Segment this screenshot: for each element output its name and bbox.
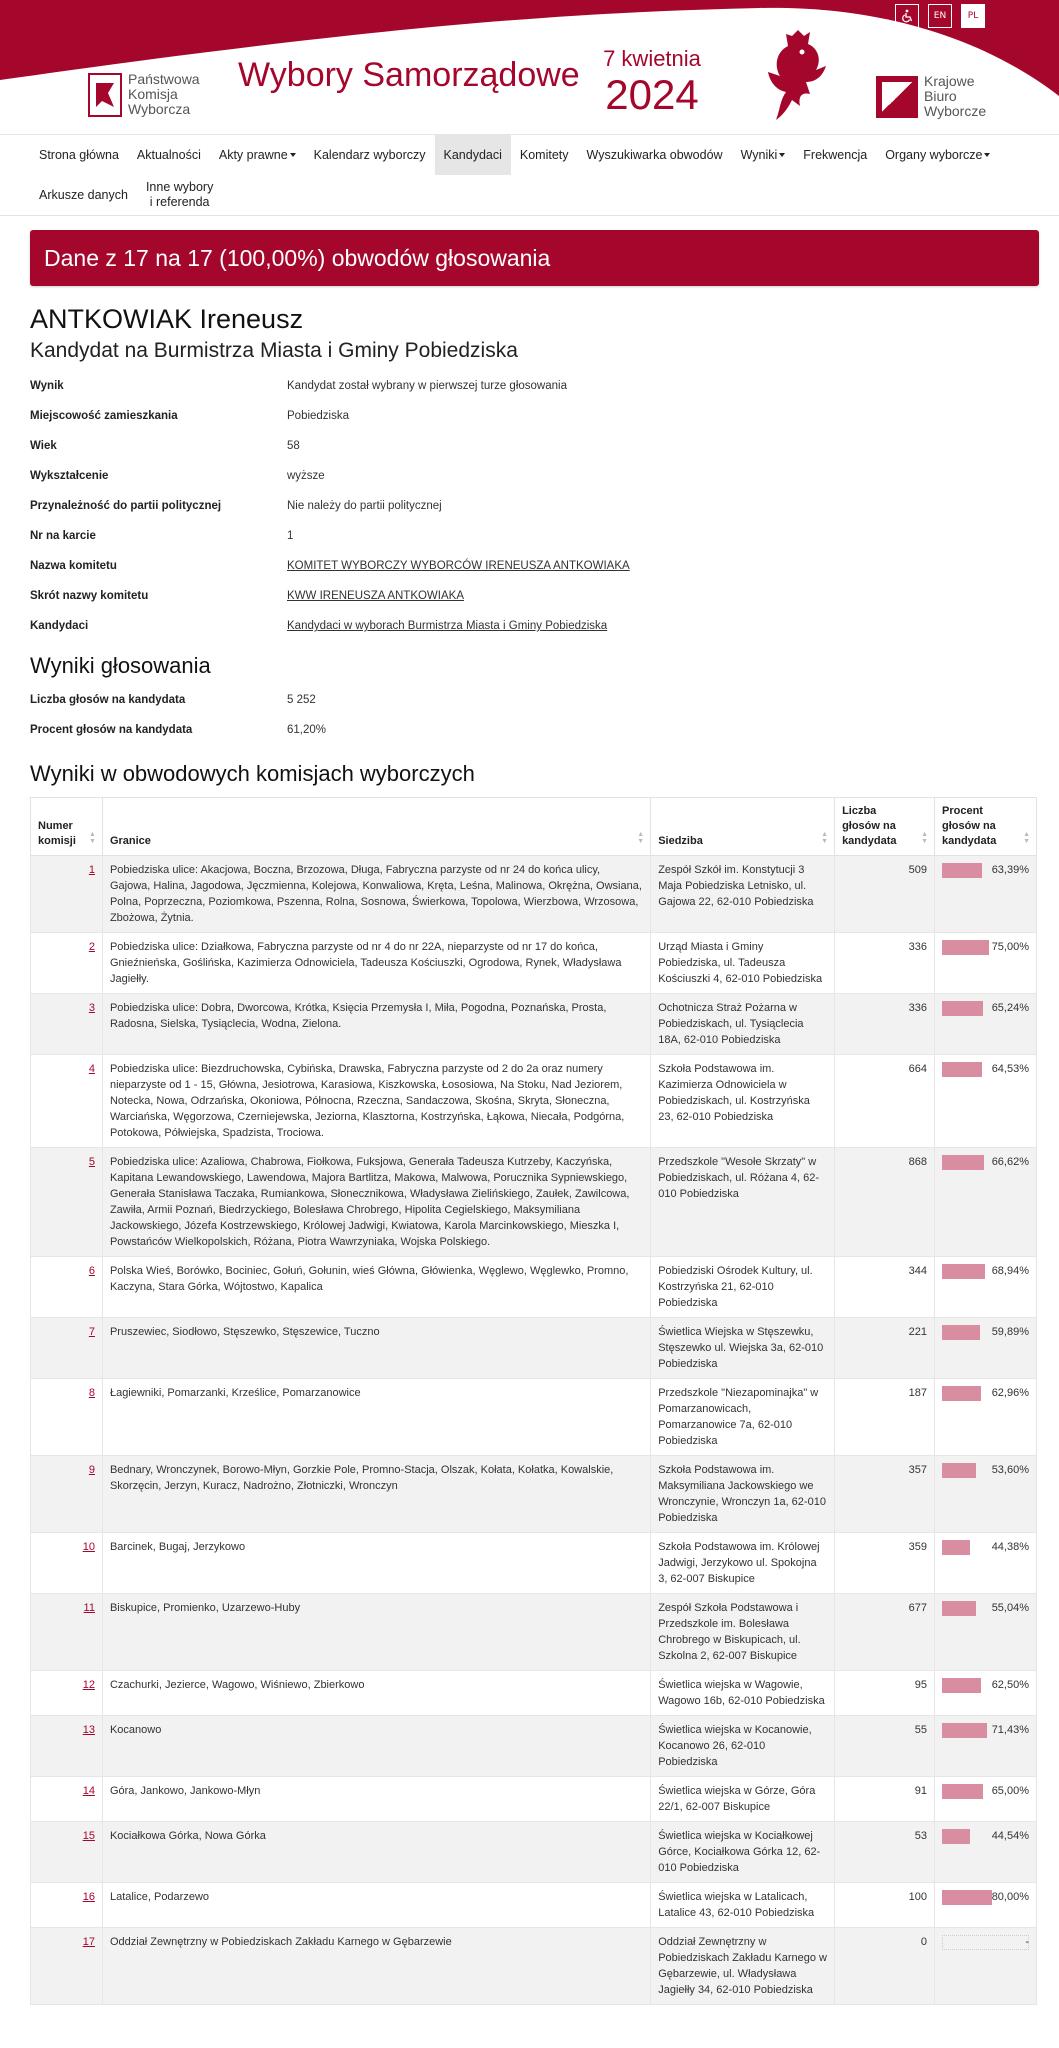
commissions-table-body: [31, 856, 1037, 2005]
table-row: [31, 856, 1037, 933]
table-row: [31, 1055, 1037, 1148]
col-header-percent[interactable]: Procent głosów na kandydata ▲ ▼: [935, 798, 1037, 856]
commission-number-link[interactable]: 1: [88, 864, 95, 876]
detail-row: [30, 431, 1039, 461]
detail-label: Wykształcenie: [30, 470, 109, 482]
commission-number-cell: [31, 1533, 103, 1594]
commission-bounds-cell: Pobiedziska ulice: Dobra, Dworcowa, Krótka, Księcia Przemysła I, Miła, Pogodna, Poznańska, Prosta, Radosna, Sielska, Tysiąclecia, Wodna, Zielona.: [102, 994, 650, 1055]
percent-value: 63,39%: [991, 864, 1029, 876]
table-row: [31, 1928, 1037, 2005]
commission-number-link[interactable]: 8: [88, 1387, 95, 1399]
commission-number-cell: [31, 1928, 103, 2005]
commission-bounds-cell: Góra, Jankowo, Jankowo-Młyn: [102, 1777, 650, 1822]
commission-votes-cell: 357: [835, 1456, 935, 1533]
nav-wyniki[interactable]: [732, 135, 795, 175]
detail-row: [30, 491, 1039, 521]
percent-value: 65,24%: [991, 1002, 1029, 1014]
commission-number-link[interactable]: 15: [82, 1830, 95, 1842]
candidate-name: ANTKOWIAK Ireneusz: [30, 304, 304, 334]
commission-number-link[interactable]: 6: [88, 1265, 95, 1277]
commission-number-cell: [31, 1594, 103, 1671]
commission-votes-cell: 0: [835, 1928, 935, 2005]
commission-votes-cell: 509: [835, 856, 935, 933]
nav-komitety[interactable]: Komitety: [519, 148, 569, 162]
commission-votes-cell: 336: [835, 933, 935, 994]
pkw-logo[interactable]: [88, 72, 200, 117]
voting-results-heading: Wyniki głosowania: [30, 653, 211, 678]
commission-bounds-cell: Latalice, Podarzewo: [102, 1883, 650, 1928]
nav-akty-prawne-label: Akty prawne: [218, 148, 288, 162]
commission-seat-cell: Przedszkole "Wesołe Skrzaty" w Pobiedziskach, ul. Różana 4, 62-010 Pobiedziska: [651, 1148, 835, 1257]
detail-value: Pobiedziska: [287, 410, 350, 422]
detail-label: Nazwa komitetu: [30, 560, 117, 572]
commissions-table: [30, 797, 1037, 2005]
committee-name-link[interactable]: KOMITET WYBORCZY WYBORCÓW IRENEUSZA ANTKOWIAKA: [287, 560, 630, 572]
percent-value: 59,89%: [991, 1326, 1029, 1338]
pkw-logo-line2: Komisja: [128, 86, 178, 102]
main-content: [0, 230, 1059, 2005]
percent-value: 65,00%: [991, 1785, 1029, 1797]
percent-value: 80,00%: [991, 1891, 1029, 1903]
commission-seat-cell: Szkoła Podstawowa im. Maksymiliana Jackowskiego we Wronczynie, Wronczyn 1a, 62-010 Pobiedziska: [651, 1456, 835, 1533]
commission-seat-cell: Świetlica wiejska w Kocanowie, Kocanowo 26, 62-010 Pobiedziska: [651, 1716, 835, 1777]
commission-bounds-cell: Pobiedziska ulice: Azaliowa, Chabrowa, Fiołkowa, Fuksjowa, Generała Tadeusza Kutrzeby, Kaczyńska, Kapitana Lewandowskiego, Lawendowa, Majora Bartlitza, Makowa, Malwowa, Porucznika Sypniewskiego, Generała Stanisława Taczaka, Rumiankowa, Słonecznikowa, Władysława Zielińskiego, Zaułek, Zawilcowa, Zawiła, Armii Poznań, Biedrzyckiego, Bolesława Chrobrego, Hipolita Cegielskiego, Maksymiliana Jackowskiego, Józefa Kostrzewskiego, Królowej Jadwigi, Kwiatowa, Karola Marcinkowskiego, Mieszka I, Powstańców Wielkopolskich, Różana, Piotra Wawrzyniaka, Wojska Polskiego.: [102, 1148, 650, 1257]
nav-arkusze[interactable]: Arkusze danych: [39, 188, 128, 202]
detail-row: [30, 521, 1039, 551]
detail-value: 58: [287, 440, 300, 452]
commission-bounds-cell: Pobiedziska ulice: Akacjowa, Boczna, Brzozowa, Długa, Fabryczna parzyste od nr 24 do końca ulicy, Gajowa, Halina, Jagodowa, Jęczmienna, Kolejowa, Konwaliowa, Kręta, Leśna, Malinowa, Okrężna, Owsiana, Polna, Poprzeczna, Poziomkowa, Pszenna, Rolna, Sosnowa, Świerkowa, Topolowa, Wierzbowa, Wrzosowa, Zbożowa, Żytnia.: [102, 856, 650, 933]
commission-seat-cell: Zespół Szkół im. Konstytucji 3 Maja Pobiedziska Letnisko, ul. Gajowa 22, 62-010 Pobiedziska: [651, 856, 835, 933]
caret-down-icon: [984, 153, 990, 157]
commission-percent-cell: [935, 1148, 1037, 1257]
commission-votes-cell: 664: [835, 1055, 935, 1148]
commission-bounds-cell: Czachurki, Jezierce, Wagowo, Wiśniewo, Zbierkowo: [102, 1671, 650, 1716]
main-nav: [0, 134, 1059, 216]
kbw-logo-line3: Wyborcze: [924, 103, 987, 119]
caret-down-icon: [779, 153, 785, 157]
kbw-logo-icon: [876, 76, 918, 118]
detail-label: Nr na karcie: [30, 530, 96, 542]
candidate-details: [30, 371, 1039, 641]
commission-number-cell: [31, 1822, 103, 1883]
detail-value: Nie należy do partii politycznej: [287, 500, 442, 512]
kbw-logo[interactable]: [876, 74, 986, 119]
commission-number-cell: [31, 1883, 103, 1928]
commission-seat-cell: Pobiedziski Ośrodek Kultury, ul. Kostrzyńska 21, 62-010 Pobiedziska: [651, 1257, 835, 1318]
detail-label: Skrót nazwy komitetu: [30, 590, 149, 602]
commission-number-cell: [31, 1318, 103, 1379]
commission-number-cell: [31, 1456, 103, 1533]
table-row: [31, 1716, 1037, 1777]
percent-value: 75,00%: [991, 941, 1029, 953]
commission-number-cell: [31, 1379, 103, 1456]
percent-value: 55,04%: [991, 1602, 1029, 1614]
election-date-day: 7 kwietnia: [603, 46, 701, 71]
commission-percent-cell: [935, 1671, 1037, 1716]
commission-bounds-cell: Pobiedziska ulice: Biezdruchowska, Cybińska, Drawska, Fabryczna parzyste od 2 do 2a oraz numery nieparzyste od 1 - 15, Główna, Jesiotrowa, Karasiowa, Kiszkowska, Łososiowa, Na Stoku, Nad Jeziorem, Notecka, Nowa, Odrzańska, Okoniowa, Północna, Rzeczna, Sandaczowa, Skośna, Skryta, Słoneczna, Warciańska, Węgorzowa, Czerniejewska, Jeziorna, Klasztorna, Kostrzyńska, Łąkowa, Niecała, Podgórna, Potokowa, Półwiejska, Spadzista, Trociowa.: [102, 1055, 650, 1148]
commission-number-cell: [31, 994, 103, 1055]
commission-number-cell: [31, 933, 103, 994]
commission-bounds-cell: Pruszewiec, Siodłowo, Stęszewko, Stęszewice, Tuczno: [102, 1318, 650, 1379]
commission-percent-cell: [935, 994, 1037, 1055]
detail-value: Kandydat został wybrany w pierwszej turze głosowania: [287, 380, 567, 392]
sort-icon: ▲ ▼: [821, 831, 829, 845]
commission-votes-cell: 221: [835, 1318, 935, 1379]
nav-organy[interactable]: [876, 135, 999, 175]
commission-votes-cell: 53: [835, 1822, 935, 1883]
percent-value: 71,43%: [991, 1724, 1029, 1736]
commission-number-cell: [31, 1257, 103, 1318]
table-row: [31, 1777, 1037, 1822]
detail-label: Liczba głosów na kandydata: [30, 694, 186, 706]
table-row: [31, 1456, 1037, 1533]
nav-akty-prawne[interactable]: [210, 135, 305, 175]
commission-number-cell: [31, 1777, 103, 1822]
nav-inne-wybory[interactable]: [137, 175, 225, 215]
commission-percent-cell: [935, 1533, 1037, 1594]
detail-label: Kandydaci: [30, 620, 89, 632]
commission-bounds-cell: Barcinek, Bugaj, Jerzykowo: [102, 1533, 650, 1594]
commission-votes-cell: 868: [835, 1148, 935, 1257]
nav-strona-glowna[interactable]: Strona główna: [39, 148, 119, 162]
kbw-logo-line1: Krajowe: [924, 73, 975, 89]
voting-results: [30, 685, 1039, 745]
caret-down-icon: [290, 153, 296, 157]
commission-percent-cell: [935, 1456, 1037, 1533]
commission-bounds-cell: Pobiedziska ulice: Działkowa, Fabryczna parzyste od nr 4 do nr 22A, nieparzyste od nr 17 do końca, Gnieźnieńska, Goślińska, Kazimierza Odnowiciela, Tadeusza Kościuszki, Ogrodowa, Rynek, Władysława Jagiełły.: [102, 933, 650, 994]
table-row: [31, 994, 1037, 1055]
table-row: [31, 1822, 1037, 1883]
candidates-list-link[interactable]: Kandydaci w wyborach Burmistrza Miasta i Gminy Pobiedziska: [287, 620, 608, 632]
detail-label: Miejscowość zamieszkania: [30, 410, 178, 422]
commission-percent-cell: [935, 1318, 1037, 1379]
commission-votes-cell: 91: [835, 1777, 935, 1822]
nav-organy-label: Organy wyborcze: [885, 148, 983, 162]
commission-percent-cell: [935, 933, 1037, 994]
committee-short-link[interactable]: KWW IRENEUSZA ANTKOWIAKA: [287, 590, 464, 602]
commission-percent-cell: [935, 1716, 1037, 1777]
election-date: [596, 46, 708, 118]
commission-number-link[interactable]: 17: [82, 1936, 95, 1948]
nav-row-1: [30, 135, 1029, 175]
table-row: [31, 1379, 1037, 1456]
commission-number-link[interactable]: 11: [83, 1602, 95, 1614]
commission-number-cell: [31, 856, 103, 933]
detail-row: [30, 371, 1039, 401]
lang-pl-button[interactable]: PL: [961, 4, 985, 28]
commission-number-link[interactable]: 5: [88, 1156, 95, 1168]
detail-row: [30, 611, 1039, 641]
commission-votes-cell: 100: [835, 1883, 935, 1928]
candidate-subtitle: Kandydat na Burmistrza Miasta i Gminy Pobiedziska: [30, 339, 518, 362]
percent-value: 44,38%: [991, 1541, 1029, 1553]
detail-row: [30, 581, 1039, 611]
percent-value: 62,96%: [991, 1387, 1029, 1399]
commission-votes-cell: 336: [835, 994, 935, 1055]
commission-percent-cell: [935, 1379, 1037, 1456]
percent-value: 53,60%: [991, 1464, 1029, 1476]
site-header: [0, 0, 1059, 134]
commission-seat-cell: Przedszkole "Niezapominajka" w Pomarzanowicach, Pomarzanowice 7a, 62-010 Pobiedziska: [651, 1379, 835, 1456]
nav-kandydaci[interactable]: Kandydaci: [435, 135, 511, 175]
commission-percent-cell: [935, 1594, 1037, 1671]
utility-bar: [895, 4, 985, 28]
commission-number-link[interactable]: 7: [88, 1326, 95, 1338]
table-row: [31, 1148, 1037, 1257]
col-header-seat[interactable]: Siedziba ▲ ▼: [651, 798, 835, 856]
commission-seat-cell: Szkoła Podstawowa im. Królowej Jadwigi, Jerzykowo ul. Spokojna 3, 62-007 Biskupice: [651, 1533, 835, 1594]
commission-votes-cell: 55: [835, 1716, 935, 1777]
nav-inne-wybory-line1: Inne wybory: [145, 180, 214, 194]
percent-value: -: [1025, 1936, 1029, 1948]
commission-percent-cell: [935, 1257, 1037, 1318]
commission-bounds-cell: Łagiewniki, Pomarzanki, Krześlice, Pomarzanowice: [102, 1379, 650, 1456]
commission-number-cell: [31, 1148, 103, 1257]
commission-seat-cell: Oddział Zewnętrzny w Pobiedziskach Zakładu Karnego w Gębarzewie, ul. Władysława Jagiełły 34, 62-010 Pobiedziska: [651, 1928, 835, 2005]
detail-value: 61,20%: [287, 724, 327, 736]
commission-votes-cell: 677: [835, 1594, 935, 1671]
commission-seat-cell: Świetlica wiejska w Kociałkowej Górce, Kociałkowa Górka 12, 62-010 Pobiedziska: [651, 1822, 835, 1883]
detail-row: [30, 551, 1039, 581]
commission-seat-cell: Ochotnicza Straż Pożarna w Pobiedziskach, ul. Tysiąclecia 18A, 62-010 Pobiedziska: [651, 994, 835, 1055]
nav-aktualnosci[interactable]: Aktualności: [136, 148, 201, 162]
pkw-logo-line1: Państwowa: [128, 71, 200, 87]
table-row: [31, 933, 1037, 994]
detail-row: [30, 461, 1039, 491]
commission-seat-cell: Świetlica Wiejska w Stęszewku, Stęszewko ul. Wiejska 3a, 62-010 Pobiedziska: [651, 1318, 835, 1379]
commission-bounds-cell: Kocanowo: [102, 1716, 650, 1777]
commission-seat-cell: Urząd Miasta i Gminy Pobiedziska, ul. Tadeusza Kościuszki 4, 62-010 Pobiedziska: [651, 933, 835, 994]
col-header-votes[interactable]: Liczba głosów na kandydata ▲ ▼: [835, 798, 935, 856]
percent-value: 64,53%: [991, 1063, 1029, 1075]
commission-votes-cell: 95: [835, 1671, 935, 1716]
election-date-year: 2024: [605, 71, 699, 118]
table-row: [31, 1883, 1037, 1928]
nav-frekwencja[interactable]: Frekwencja: [803, 148, 868, 162]
table-row: [31, 1318, 1037, 1379]
detail-label: Przynależność do partii politycznej: [30, 500, 222, 512]
commission-votes-cell: 187: [835, 1379, 935, 1456]
nav-wyniki-label: Wyniki: [740, 148, 778, 162]
pkw-eagle-icon: [88, 73, 122, 117]
commission-seat-cell: Świetlica wiejska w Latalicach, Latalice 43, 62-010 Pobiedziska: [651, 1883, 835, 1928]
commission-bounds-cell: Oddział Zewnętrzny w Pobiedziskach Zakładu Karnego w Gębarzewie: [102, 1928, 650, 2005]
commission-bounds-cell: Kociałkowa Górka, Nowa Górka: [102, 1822, 650, 1883]
commission-number-link[interactable]: 16: [82, 1891, 95, 1903]
detail-row: [30, 715, 1039, 745]
commission-number-cell: [31, 1055, 103, 1148]
detail-row: [30, 685, 1039, 715]
wheelchair-icon: [900, 9, 914, 23]
table-row: [31, 1533, 1037, 1594]
sort-icon: ▲ ▼: [1023, 831, 1030, 845]
commission-percent-cell: [935, 1055, 1037, 1148]
commission-seat-cell: Świetlica wiejska w Wagowie, Wagowo 16b, 62-010 Pobiedziska: [651, 1671, 835, 1716]
commission-votes-cell: 359: [835, 1533, 935, 1594]
nav-wyszukiwarka[interactable]: Wyszukiwarka obwodów: [586, 148, 723, 162]
percent-value: 68,94%: [991, 1265, 1029, 1277]
commission-percent-cell: [935, 1777, 1037, 1822]
detail-label: Procent głosów na kandydata: [30, 724, 193, 736]
detail-label: Wiek: [30, 440, 57, 452]
commission-number-link[interactable]: 4: [88, 1063, 95, 1075]
commission-number-link[interactable]: 3: [88, 1002, 95, 1014]
commission-seat-cell: Zespół Szkoła Podstawowa i Przedszkole im. Bolesława Chrobrego w Biskupicach, ul. Szkolna 2, 62-007 Biskupice: [651, 1594, 835, 1671]
commission-number-cell: [31, 1716, 103, 1777]
commission-bounds-cell: Bednary, Wronczynek, Borowo-Młyn, Gorzkie Pole, Promno-Stacja, Olszak, Kołata, Kołatka, Kowalskie, Skorzęcin, Jerzyn, Kuracz, Nadrożno, Złotniczki, Wronczyn: [102, 1456, 650, 1533]
sort-icon: ▲ ▼: [89, 831, 96, 845]
percent-value: 66,62%: [991, 1156, 1029, 1168]
detail-row: [30, 401, 1039, 431]
detail-value: wyższe: [287, 470, 325, 482]
commission-seat-cell: Świetlica wiejska w Górze, Góra 22/1, 62-007 Biskupice: [651, 1777, 835, 1822]
commissions-heading: Wyniki w obwodowych komisjach wyborczych: [30, 761, 475, 786]
col-header-bounds[interactable]: Granice ▲ ▼: [102, 798, 650, 856]
detail-value: 1: [287, 530, 294, 542]
commission-number-link[interactable]: 2: [88, 941, 95, 953]
percent-value: 62,50%: [991, 1679, 1029, 1691]
commission-number-link[interactable]: 10: [82, 1541, 95, 1553]
commission-percent-cell: [935, 1928, 1037, 2005]
nav-kalendarz[interactable]: Kalendarz wyborczy: [313, 148, 426, 162]
commission-number-link[interactable]: 12: [82, 1679, 95, 1691]
detail-label: Wynik: [30, 380, 64, 392]
table-header-row: [31, 798, 1037, 856]
table-row: [31, 1594, 1037, 1671]
percent-value: 44,54%: [991, 1830, 1029, 1842]
col-header-number[interactable]: Numer komisji ▲ ▼: [31, 798, 103, 856]
pkw-logo-line3: Wyborcza: [128, 101, 191, 117]
table-row: [31, 1257, 1037, 1318]
commission-percent-cell: [935, 856, 1037, 933]
eagle-emblem-icon: [762, 30, 834, 126]
accessibility-button[interactable]: [895, 4, 919, 28]
detail-value: 5 252: [287, 694, 316, 706]
nav-row-2: [30, 175, 1029, 215]
data-status-alert: Dane z 17 na 17 (100,00%) obwodów głosowania: [30, 230, 1039, 286]
nav-inne-wybory-line2: i referenda: [149, 195, 210, 209]
lang-en-button[interactable]: EN: [928, 4, 952, 28]
commission-percent-cell: [935, 1822, 1037, 1883]
commission-percent-cell: [935, 1883, 1037, 1928]
sort-icon: ▲ ▼: [921, 831, 928, 845]
page-title: Wybory Samorządowe: [238, 56, 580, 94]
kbw-logo-line2: Biuro: [924, 88, 957, 104]
commission-votes-cell: 344: [835, 1257, 935, 1318]
commission-number-cell: [31, 1671, 103, 1716]
commission-bounds-cell: Polska Wieś, Borówko, Bociniec, Gołuń, Gołunin, wieś Główna, Główienka, Węglewo, Węglewko, Promno, Kaczyna, Stara Górka, Wójtostwo, Kapalica: [102, 1257, 650, 1318]
commission-number-link[interactable]: 13: [82, 1724, 95, 1736]
commission-seat-cell: Szkoła Podstawowa im. Kazimierza Odnowiciela w Pobiedziskach, ul. Kostrzyńska 23, 62-010 Pobiedziska: [651, 1055, 835, 1148]
commission-bounds-cell: Biskupice, Promienko, Uzarzewo-Huby: [102, 1594, 650, 1671]
commission-number-link[interactable]: 14: [82, 1785, 95, 1797]
sort-icon: ▲ ▼: [637, 831, 645, 845]
commission-number-link[interactable]: 9: [88, 1464, 95, 1476]
table-row: [31, 1671, 1037, 1716]
